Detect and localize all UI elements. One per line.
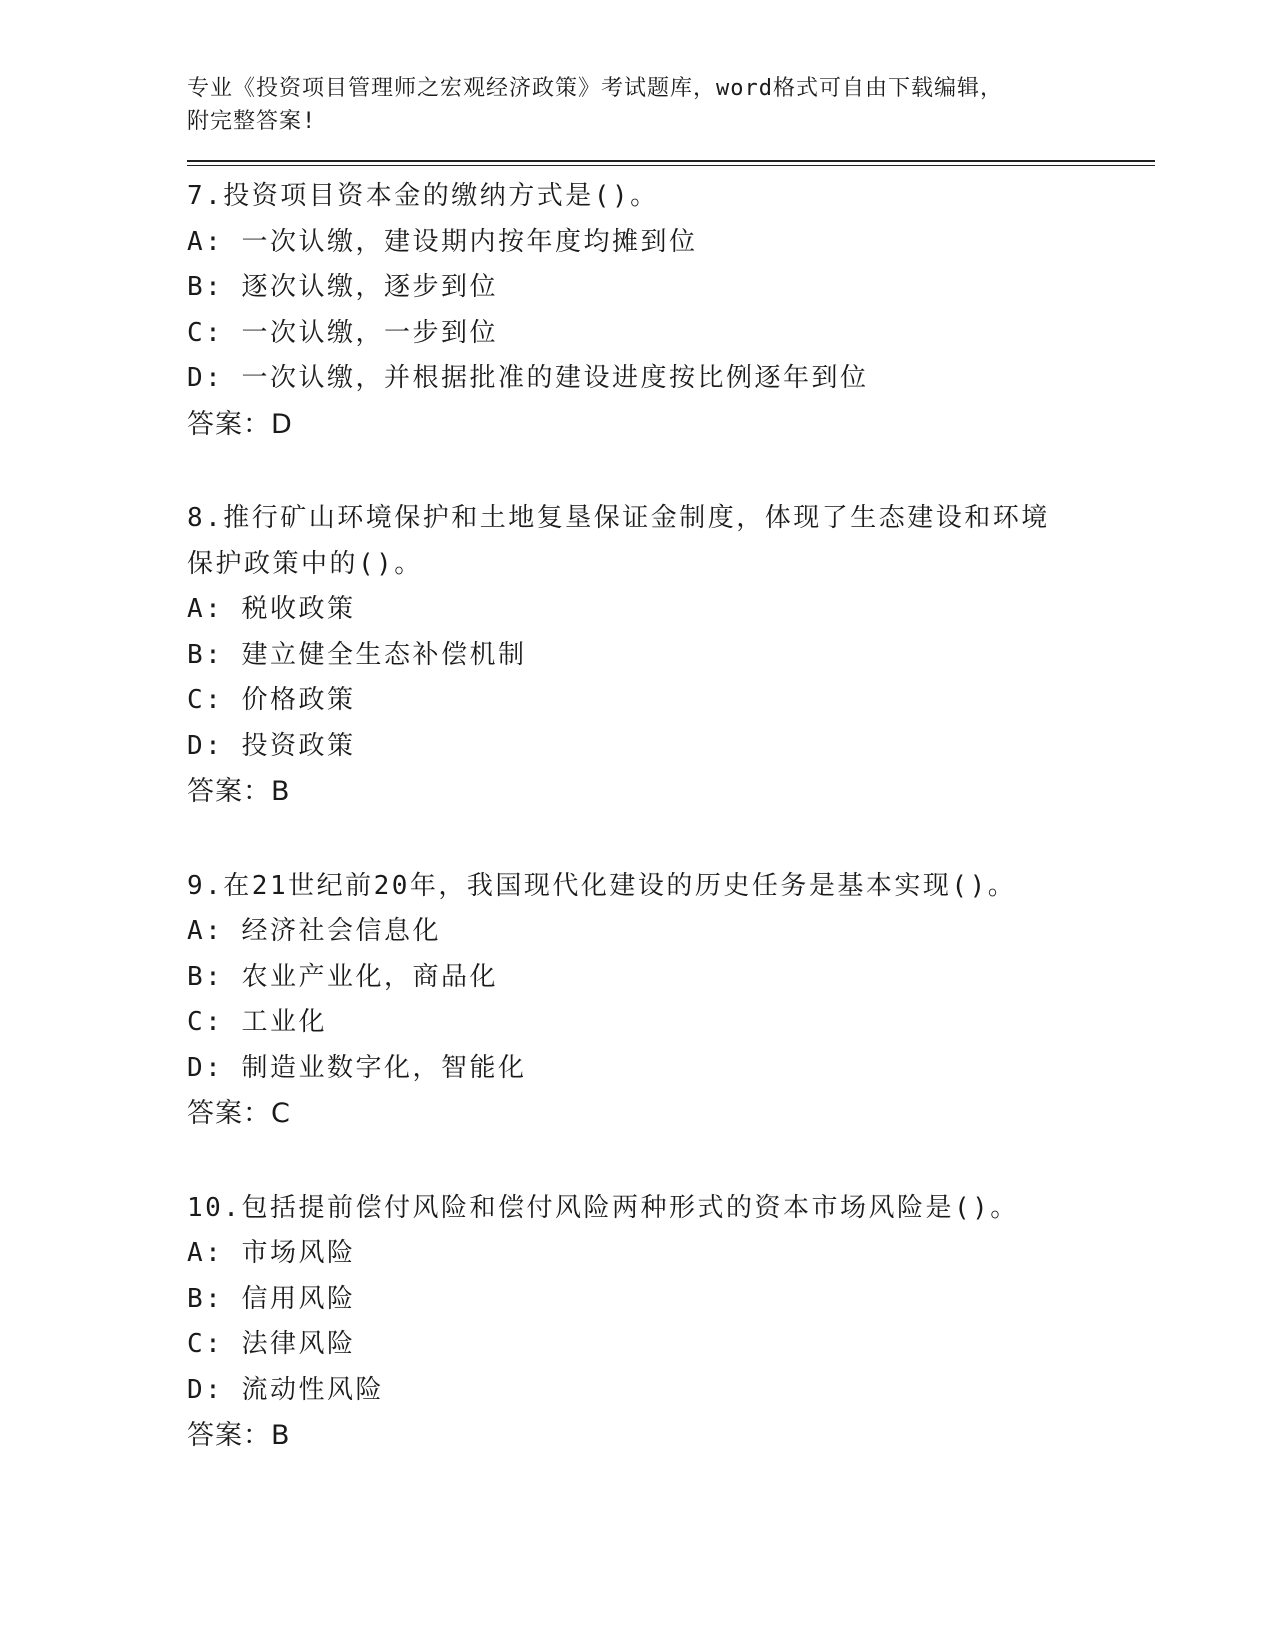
header-divider-thick bbox=[187, 160, 1155, 162]
question-stem: 9.在21世纪前20年，我国现代化建设的历史任务是基本实现()。 bbox=[187, 870, 1017, 901]
option-d: D: 投资政策 bbox=[187, 730, 356, 761]
option-a: A: 市场风险 bbox=[187, 1238, 356, 1268]
question-stem: 7.投资项目资本金的缴纳方式是()。 bbox=[187, 181, 659, 211]
question-stem-line-2: 保护政策中的()。 bbox=[187, 548, 423, 579]
option-d: D: 流动性风险 bbox=[187, 1374, 384, 1405]
option-d: D: 一次认缴，并根据批准的建设进度按比例逐年到位 bbox=[187, 363, 869, 393]
option-c: C: 法律风险 bbox=[187, 1329, 356, 1359]
option-b: B: 逐次认缴，逐步到位 bbox=[187, 272, 498, 302]
option-b: B: 建立健全生态补偿机制 bbox=[187, 639, 527, 670]
answer-label: 答案：B bbox=[187, 1420, 291, 1451]
option-b: B: 信用风险 bbox=[187, 1283, 356, 1314]
option-a: A: 税收政策 bbox=[187, 594, 356, 624]
question-stem-line-1: 8.推行矿山环境保护和土地复垦保证金制度，体现了生态建设和环境 bbox=[187, 503, 1050, 533]
question-list bbox=[187, 174, 1155, 1459]
header-line-2: 附完整答案! bbox=[187, 109, 317, 134]
option-d: D: 制造业数字化，智能化 bbox=[187, 1052, 527, 1083]
question-8 bbox=[187, 496, 1155, 815]
answer-label: 答案：D bbox=[187, 408, 293, 440]
option-a: A: 经济社会信息化 bbox=[187, 916, 441, 946]
document-header bbox=[187, 72, 1155, 138]
option-b: B: 农业产业化，商品化 bbox=[187, 961, 498, 992]
question-9 bbox=[187, 864, 1155, 1137]
question-stem: 10.包括提前偿付风险和偿付风险两种形式的资本市场风险是()。 bbox=[187, 1192, 1019, 1223]
answer-label: 答案：C bbox=[187, 1098, 291, 1129]
header-line-1: 专业《投资项目管理师之宏观经济政策》考试题库，word格式可自由下载编辑， bbox=[187, 76, 1003, 101]
option-c: C: 一次认缴，一步到位 bbox=[187, 317, 498, 348]
option-c: C: 工业化 bbox=[187, 1007, 327, 1037]
question-7 bbox=[187, 174, 1155, 447]
option-a: A: 一次认缴，建设期内按年度均摊到位 bbox=[187, 226, 698, 257]
answer-label: 答案：B bbox=[187, 776, 291, 807]
document-page bbox=[187, 72, 1155, 1508]
question-10 bbox=[187, 1186, 1155, 1459]
option-c: C: 价格政策 bbox=[187, 685, 356, 715]
header-divider-thin bbox=[187, 165, 1155, 166]
